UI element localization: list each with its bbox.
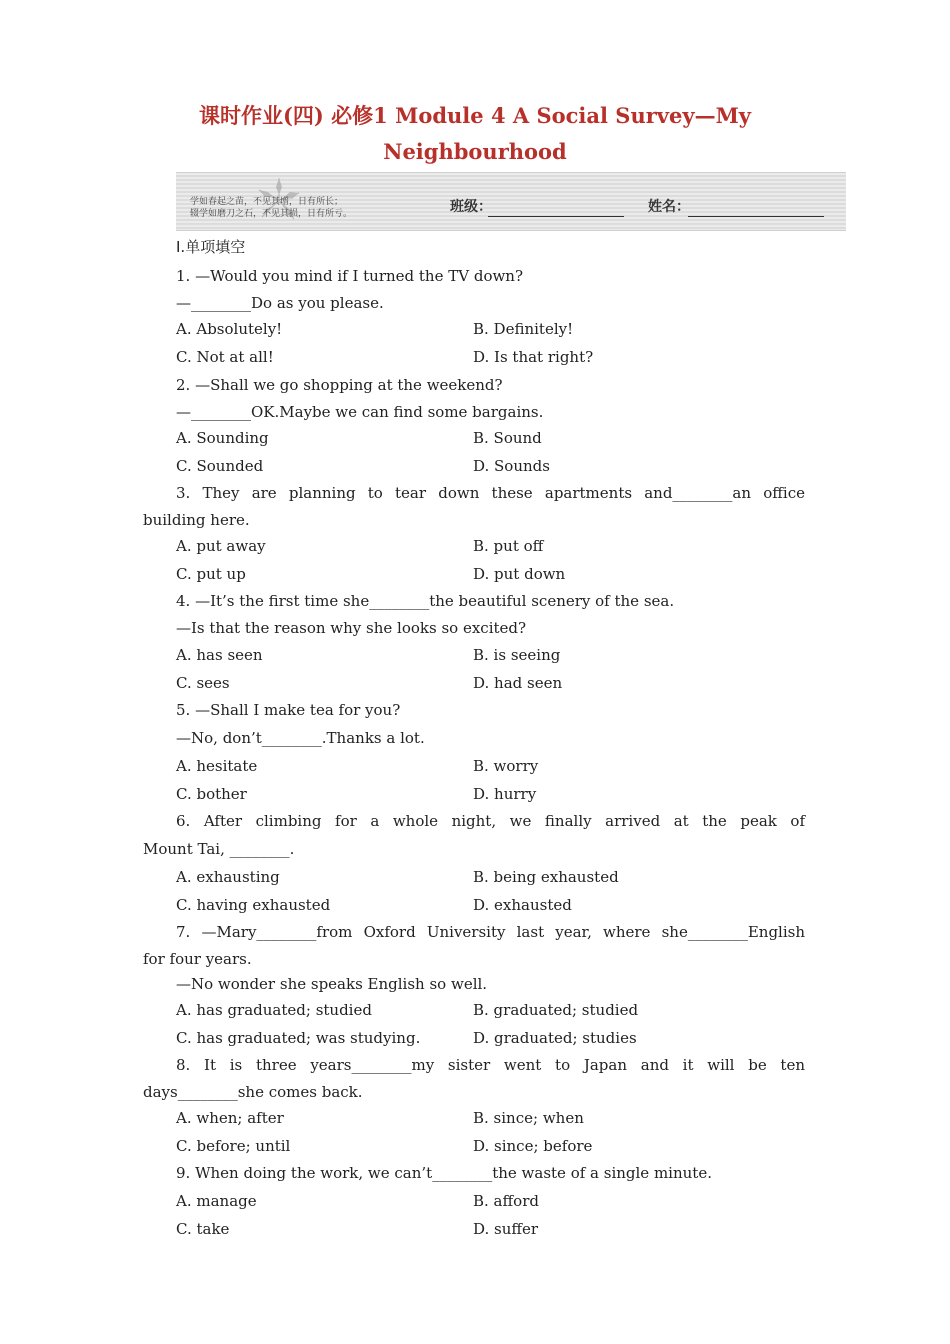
- option-b[interactable]: B. Sound: [473, 429, 542, 447]
- option-d[interactable]: D. exhausted: [473, 896, 572, 914]
- option-b[interactable]: B. being exhausted: [473, 868, 619, 886]
- motto-line2: 辍学如磨刀之石，不见其损，日有所亏。: [190, 209, 353, 219]
- question-line: —________OK.Maybe we can find some bargains.: [176, 403, 544, 421]
- option-c[interactable]: C. put up: [176, 565, 246, 583]
- name-label: 姓名：: [648, 199, 690, 215]
- question-line: —No, don’t________.Thanks a lot.: [176, 729, 425, 747]
- question-stem: 8. It is three years________my sister went to Japan and it will be ten: [176, 1056, 805, 1074]
- option-c[interactable]: C. having exhausted: [176, 896, 331, 914]
- option-d[interactable]: D. hurry: [473, 785, 537, 803]
- question-stem: 5. —Shall I make tea for you?: [176, 701, 401, 719]
- student-info-banner: [176, 172, 846, 231]
- section-title: I.单项填空: [176, 238, 246, 256]
- question-stem: 3. They are planning to tear down these apartments and________an office: [176, 484, 805, 502]
- option-d[interactable]: D. graduated; studies: [473, 1029, 637, 1047]
- option-d[interactable]: D. suffer: [473, 1220, 539, 1238]
- question-line: days________she comes back.: [143, 1083, 363, 1101]
- question-line: —Is that the reason why she looks so excited?: [176, 619, 527, 637]
- option-c[interactable]: C. before; until: [176, 1137, 291, 1155]
- option-a[interactable]: A. when; after: [176, 1109, 284, 1127]
- question-stem: 2. —Shall we go shopping at the weekend?: [176, 376, 503, 394]
- page-title-line1: 课时作业(四) 必修1 Module 4 A Social Survey—My: [198, 103, 752, 128]
- option-c[interactable]: C. has graduated; was studying.: [176, 1029, 421, 1047]
- page-title-line2: Neighbourhood: [383, 139, 567, 164]
- option-d[interactable]: D. Is that right?: [473, 348, 594, 366]
- option-d[interactable]: D. since; before: [473, 1137, 593, 1155]
- name-field[interactable]: [688, 216, 824, 217]
- option-b[interactable]: B. is seeing: [473, 646, 561, 664]
- option-d[interactable]: D. had seen: [473, 674, 563, 692]
- question-line: Mount Tai, ________.: [143, 840, 295, 858]
- option-a[interactable]: A. manage: [176, 1192, 257, 1210]
- class-label: 班级：: [450, 199, 492, 215]
- option-b[interactable]: B. since; when: [473, 1109, 584, 1127]
- option-a[interactable]: A. Sounding: [176, 429, 269, 447]
- question-line: building here.: [143, 511, 250, 529]
- question-line: for four years.: [143, 950, 252, 968]
- option-a[interactable]: A. Absolutely!: [176, 320, 283, 338]
- option-b[interactable]: B. graduated; studied: [473, 1001, 639, 1019]
- question-line: —________Do as you please.: [176, 294, 384, 312]
- option-a[interactable]: A. has seen: [176, 646, 263, 664]
- option-b[interactable]: B. worry: [473, 757, 539, 775]
- question-stem: 6. After climbing for a whole night, we finally arrived at the peak of: [176, 812, 805, 830]
- class-field[interactable]: [488, 216, 624, 217]
- option-c[interactable]: C. bother: [176, 785, 247, 803]
- question-stem: 9. When doing the work, we can’t________the waste of a single minute.: [176, 1164, 712, 1182]
- option-a[interactable]: A. hesitate: [176, 757, 258, 775]
- motto-line1: 学如春起之苗，不见其增，日有所长；: [190, 197, 344, 207]
- option-a[interactable]: A. put away: [176, 537, 266, 555]
- option-a[interactable]: A. has graduated; studied: [176, 1001, 372, 1019]
- option-c[interactable]: C. Not at all!: [176, 348, 274, 366]
- option-d[interactable]: D. put down: [473, 565, 566, 583]
- option-b[interactable]: B. Definitely!: [473, 320, 574, 338]
- option-c[interactable]: C. Sounded: [176, 457, 264, 475]
- question-stem: 4. —It’s the first time she________the beautiful scenery of the sea.: [176, 592, 675, 610]
- question-stem: 1. —Would you mind if I turned the TV down?: [176, 267, 524, 285]
- option-c[interactable]: C. take: [176, 1220, 230, 1238]
- option-a[interactable]: A. exhausting: [176, 868, 280, 886]
- question-stem: 7. —Mary________from Oxford University last year, where she________English: [176, 923, 805, 941]
- option-c[interactable]: C. sees: [176, 674, 230, 692]
- option-b[interactable]: B. put off: [473, 537, 544, 555]
- option-d[interactable]: D. Sounds: [473, 457, 550, 475]
- option-b[interactable]: B. afford: [473, 1192, 539, 1210]
- question-line: —No wonder she speaks English so well.: [176, 975, 488, 993]
